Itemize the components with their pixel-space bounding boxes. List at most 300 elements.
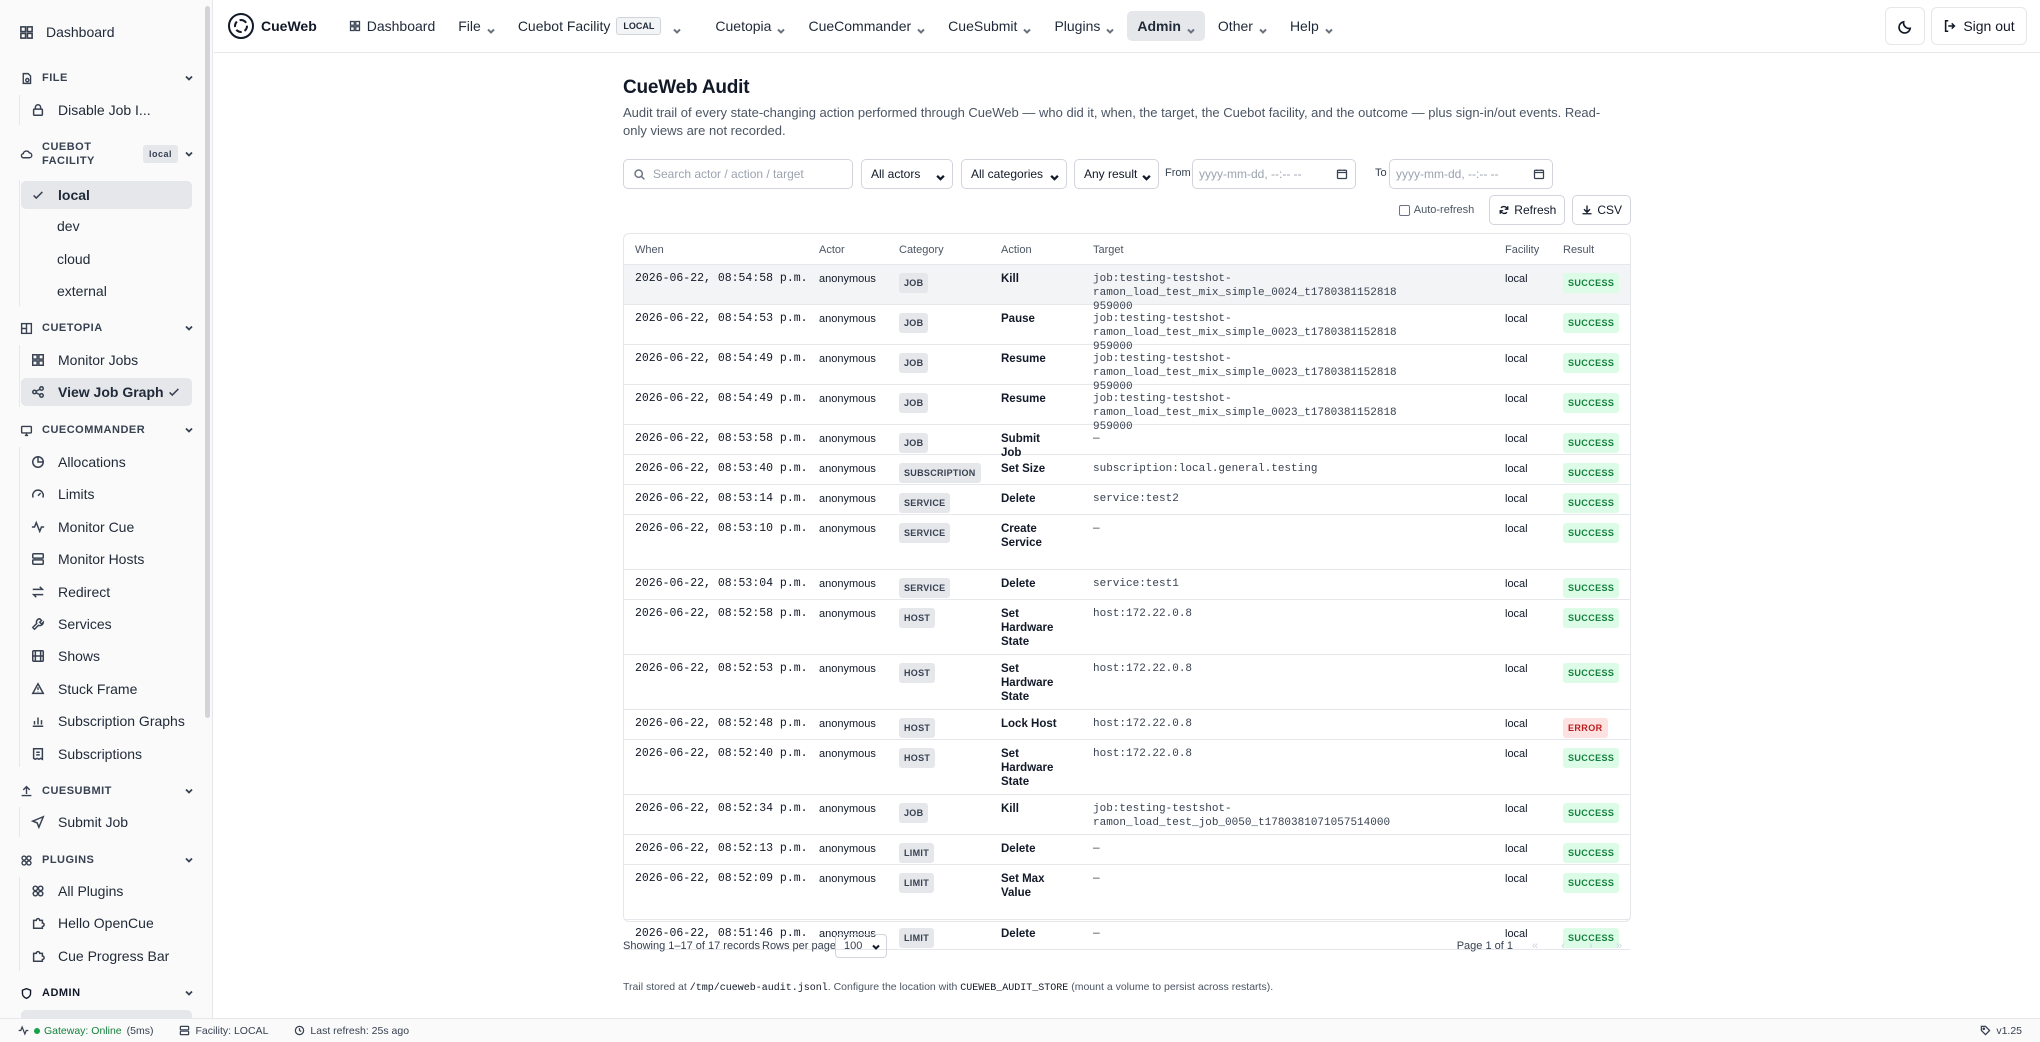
cell-target: — <box>1093 843 1100 855</box>
search-placeholder: Search actor / action / target <box>653 167 804 181</box>
cell-facility: local <box>1505 663 1528 675</box>
log-out-icon <box>1943 19 1957 33</box>
nav-cuetopia[interactable] <box>705 11 795 41</box>
chevron-down-icon <box>184 73 194 83</box>
rows-per-page-label: Rows per page <box>762 940 836 952</box>
cell-category-badge: JOB <box>899 433 928 453</box>
sidebar-item-stuck-frame[interactable] <box>21 675 192 703</box>
column-header-action[interactable]: Action <box>1001 244 1032 256</box>
page-title: CueWeb Audit <box>623 77 750 98</box>
sidebar <box>0 0 213 1018</box>
divider <box>19 345 20 407</box>
cell-target: service:test1 <box>1093 578 1179 590</box>
version-status <box>1980 1025 2022 1037</box>
cell-action: Kill <box>1001 803 1019 815</box>
sidebar-section-cuecommander[interactable] <box>18 422 194 438</box>
actor-select[interactable] <box>861 159 953 189</box>
server-icon <box>179 1025 190 1036</box>
category-select[interactable] <box>961 159 1067 189</box>
cell-result-badge: ERROR <box>1563 718 1608 738</box>
warning-icon <box>30 681 46 697</box>
sidebar-item-label: Monitor Hosts <box>58 551 145 567</box>
cell-when: 2026-06-22, 08:54:49 p.m. <box>635 392 808 405</box>
chevron-down-icon <box>1142 171 1151 185</box>
refresh-button[interactable] <box>1489 195 1565 225</box>
cell-target: — <box>1093 433 1100 445</box>
audit-table <box>623 233 1631 943</box>
sidebar-item-hello-opencue[interactable] <box>21 909 192 937</box>
divider <box>19 447 20 767</box>
table-row[interactable] <box>624 570 1630 600</box>
facility-option-external[interactable] <box>21 277 192 305</box>
cell-result <box>1563 523 1619 543</box>
cell-category-badge: SERVICE <box>899 493 950 513</box>
table-row[interactable] <box>624 485 1630 515</box>
cell-result <box>1563 718 1608 738</box>
pie-chart-icon <box>30 454 46 470</box>
nav-admin[interactable] <box>1127 11 1205 41</box>
cell-result <box>1563 493 1619 513</box>
facility-option-dev[interactable] <box>21 212 192 240</box>
chevron-down-icon <box>872 942 880 954</box>
cell-result <box>1563 393 1619 413</box>
cell-result <box>1563 803 1619 823</box>
sidebar-scrollbar[interactable] <box>205 6 210 718</box>
cell-when: 2026-06-22, 08:52:48 p.m. <box>635 717 808 730</box>
table-row[interactable] <box>624 425 1630 459</box>
cell-category-badge: LIMIT <box>899 843 934 863</box>
column-header-when[interactable]: When <box>635 244 664 256</box>
cell-result-badge: SUCCESS <box>1563 433 1619 453</box>
section-label: ADMIN <box>42 987 81 999</box>
sidebar-item-label: Submit Job <box>58 814 129 830</box>
chevron-down-icon <box>184 323 194 333</box>
sidebar-item-label: Monitor Cue <box>58 519 135 535</box>
table-row[interactable] <box>624 740 1630 795</box>
chevron-down-icon <box>184 786 194 796</box>
nav-other[interactable] <box>1208 11 1277 41</box>
layout-icon <box>18 320 34 336</box>
wrench-icon <box>30 616 46 632</box>
cell-category <box>899 843 934 863</box>
top-navbar <box>214 0 2040 53</box>
date-placeholder: yyyy-mm-dd, --:-- -- <box>1396 167 1499 181</box>
last-refresh-status <box>294 1025 409 1037</box>
sidebar-item-label: Redirect <box>58 584 111 600</box>
cell-when: 2026-06-22, 08:52:09 p.m. <box>635 872 808 885</box>
cell-category-badge: HOST <box>899 748 935 768</box>
table-row[interactable] <box>624 455 1630 485</box>
cell-facility: local <box>1505 433 1528 445</box>
cell-target: host:172.22.0.8 <box>1093 663 1193 675</box>
bar-chart-icon <box>30 713 46 729</box>
sidebar-item-subscription-graphs[interactable] <box>21 707 192 735</box>
cell-action: Set Size <box>1001 463 1046 475</box>
facility-option-cloud[interactable] <box>21 245 192 273</box>
monitor-icon <box>18 422 34 438</box>
cell-category <box>899 608 935 628</box>
facility-badge: LOCAL <box>616 17 661 35</box>
cell-facility: local <box>1505 493 1528 505</box>
search-input[interactable] <box>623 159 853 189</box>
select-value: 100 <box>844 940 863 952</box>
cell-facility: local <box>1505 523 1528 535</box>
cell-result-badge: SUCCESS <box>1563 463 1619 483</box>
rows-per-page-select[interactable] <box>835 934 887 958</box>
cell-facility: local <box>1505 748 1528 760</box>
table-row[interactable] <box>624 515 1630 570</box>
app-name: CueWeb <box>261 18 317 34</box>
sidebar-section-cuesubmit[interactable] <box>18 783 194 799</box>
cell-result <box>1563 748 1619 768</box>
cloud-icon <box>18 146 34 162</box>
sidebar-section-cuetopia[interactable] <box>18 320 194 336</box>
sidebar-item-label: Allocations <box>58 454 126 470</box>
sidebar-item-all-plugins[interactable] <box>21 877 192 905</box>
gateway-status <box>18 1025 153 1037</box>
from-date-input[interactable] <box>1192 159 1356 189</box>
cell-result-badge: SUCCESS <box>1563 353 1619 373</box>
cell-result-badge: SUCCESS <box>1563 523 1619 543</box>
share-icon <box>30 384 46 400</box>
cell-category-badge: JOB <box>899 353 928 373</box>
cell-when: 2026-06-22, 08:52:40 p.m. <box>635 747 808 760</box>
cell-target: — <box>1093 928 1100 940</box>
last-page-icon[interactable]: » <box>1615 940 1623 952</box>
to-date-input[interactable] <box>1389 159 1553 189</box>
table-row[interactable] <box>624 600 1630 655</box>
table-row[interactable] <box>624 655 1630 710</box>
clock-icon <box>294 1025 305 1036</box>
cell-actor: anonymous <box>819 273 876 285</box>
cell-action: Set Hardware State <box>1001 608 1054 648</box>
table-row[interactable] <box>624 710 1630 740</box>
sidebar-item-label: Limits <box>58 486 95 502</box>
brand-logo[interactable] <box>228 13 317 39</box>
nav-label: CueCommander <box>808 18 912 34</box>
facility-label: Facility: LOCAL <box>195 1024 269 1037</box>
note-path: /tmp/cueweb-audit.jsonl <box>689 983 828 994</box>
cell-category <box>899 748 935 768</box>
result-select[interactable] <box>1074 159 1159 189</box>
cell-when: 2026-06-22, 08:53:14 p.m. <box>635 492 808 505</box>
chevron-down-icon <box>1325 22 1333 30</box>
sidebar-item-monitor-jobs[interactable] <box>21 346 192 374</box>
cell-facility: local <box>1505 273 1528 285</box>
chevron-down-icon <box>917 22 925 30</box>
calendar-icon[interactable] <box>1533 168 1545 183</box>
csv-label: CSV <box>1597 203 1622 217</box>
sidebar-item-services[interactable] <box>21 610 192 638</box>
cell-result-badge: SUCCESS <box>1563 313 1619 333</box>
filter-bar <box>623 159 1631 189</box>
cell-facility: local <box>1505 578 1528 590</box>
divider <box>19 95 20 125</box>
cell-action: Resume <box>1001 353 1046 365</box>
check-icon <box>30 187 46 203</box>
arrows-icon <box>30 584 46 600</box>
gauge-icon <box>30 486 46 502</box>
cell-result-badge: SUCCESS <box>1563 608 1619 628</box>
sign-out-button[interactable] <box>1931 7 2027 45</box>
nav-cuebot-facility[interactable] <box>508 11 692 41</box>
sidebar-item-disable-job[interactable] <box>21 96 192 124</box>
section-label: CUEBOT FACILITY <box>42 141 95 167</box>
cell-result <box>1563 353 1619 373</box>
cell-result-badge: SUCCESS <box>1563 493 1619 513</box>
cell-category-badge: HOST <box>899 608 935 628</box>
sidebar-item-label: All Plugins <box>58 883 124 899</box>
table-row[interactable] <box>624 345 1630 393</box>
cell-category-badge: HOST <box>899 663 935 683</box>
nav-cuecommander[interactable] <box>798 11 935 41</box>
facility-badge: local <box>143 145 178 163</box>
cell-category <box>899 873 934 893</box>
sidebar-item-label: dev <box>57 218 80 234</box>
cell-result-badge: SUCCESS <box>1563 928 1619 948</box>
cell-actor: anonymous <box>819 393 876 405</box>
cell-when: 2026-06-22, 08:52:53 p.m. <box>635 662 808 675</box>
chevron-down-icon <box>777 22 785 30</box>
sidebar-item-label: View Job Graph <box>58 384 164 400</box>
cell-result-badge: SUCCESS <box>1563 803 1619 823</box>
sidebar-item-label: cloud <box>57 251 91 267</box>
divider <box>19 877 20 971</box>
table-row[interactable] <box>624 865 1630 920</box>
cell-facility: local <box>1505 873 1528 885</box>
cell-actor: anonymous <box>819 578 876 590</box>
cell-action: Lock Host <box>1001 718 1057 730</box>
column-header-facility[interactable]: Facility <box>1505 244 1540 256</box>
sidebar-item-limits[interactable] <box>21 480 192 508</box>
sidebar-item-label: Services <box>58 616 112 632</box>
sidebar-item-cue-progress-bar[interactable] <box>21 942 192 970</box>
divider <box>19 180 20 306</box>
column-header-category[interactable]: Category <box>899 244 944 256</box>
status-bar <box>0 1018 2040 1042</box>
cell-result <box>1563 663 1619 683</box>
page-description: Audit trail of every state-changing action performed through CueWeb — who did it, when, the target, the Cuebot facility, and the outcome — plus sign-in/out events. Read-only views are not recorded. <box>623 105 1601 138</box>
moon-icon <box>1898 19 1913 34</box>
table-row[interactable] <box>624 305 1630 353</box>
sidebar-item-redirect[interactable] <box>21 578 192 606</box>
cell-target: host:172.22.0.8 <box>1093 608 1193 620</box>
sidebar-item-label: external <box>57 283 107 299</box>
nav-plugins[interactable] <box>1044 11 1124 41</box>
cell-facility: local <box>1505 313 1528 325</box>
gateway-label: Gateway: Online <box>44 1024 122 1037</box>
cell-target: host:172.22.0.8 <box>1093 748 1193 760</box>
table-row[interactable] <box>624 385 1630 433</box>
next-page-icon[interactable]: › <box>1589 940 1593 952</box>
activity-icon <box>18 1025 29 1036</box>
cell-result-badge: SUCCESS <box>1563 578 1619 598</box>
cell-action: Set Hardware State <box>1001 663 1054 703</box>
auto-refresh-checkbox[interactable] <box>1399 205 1410 216</box>
cell-result <box>1563 608 1619 628</box>
select-value: All categories <box>971 167 1044 181</box>
facility-status <box>179 1025 268 1037</box>
cell-category <box>899 433 928 453</box>
select-value: All actors <box>871 167 921 181</box>
column-header-target[interactable]: Target <box>1093 244 1124 256</box>
column-header-actor[interactable]: Actor <box>819 244 845 256</box>
section-label: PLUGINS <box>42 854 95 866</box>
sidebar-section-cuebot-facility[interactable] <box>18 140 194 168</box>
sidebar-item-shows[interactable] <box>21 642 192 670</box>
sidebar-section-admin[interactable] <box>18 985 194 1001</box>
cell-action: Delete <box>1001 578 1036 590</box>
nav-label: Plugins <box>1054 18 1101 34</box>
section-label: FILE <box>42 72 68 84</box>
nav-help[interactable] <box>1280 11 1343 41</box>
gateway-latency: (5ms) <box>126 1024 154 1037</box>
puzzle-icon <box>30 883 46 899</box>
cell-category-badge: HOST <box>899 718 935 738</box>
cell-actor: anonymous <box>819 608 876 620</box>
cell-category <box>899 578 950 598</box>
nav-file[interactable] <box>448 11 505 41</box>
cell-when: 2026-06-22, 08:54:58 p.m. <box>635 272 808 285</box>
cell-result-badge: SUCCESS <box>1563 393 1619 413</box>
cell-category <box>899 523 950 543</box>
sidebar-item-dashboard[interactable] <box>18 18 194 46</box>
nav-dashboard[interactable] <box>339 11 446 41</box>
sidebar-item-allocations[interactable] <box>21 448 192 476</box>
lock-icon <box>30 102 46 118</box>
cell-category <box>899 663 935 683</box>
puzzle-icon <box>18 852 34 868</box>
cell-category <box>899 273 928 293</box>
cell-category-badge: SERVICE <box>899 578 950 598</box>
page-info: Page 1 of 1 <box>1456 940 1513 952</box>
sidebar-item-subscriptions[interactable] <box>21 740 192 768</box>
cell-when: 2026-06-22, 08:54:49 p.m. <box>635 352 808 365</box>
cell-result-badge: SUCCESS <box>1563 873 1619 893</box>
cell-actor: anonymous <box>819 353 876 365</box>
cell-result <box>1563 433 1619 453</box>
cell-category <box>899 353 928 373</box>
cell-target: service:test2 <box>1093 493 1179 505</box>
table-row[interactable] <box>624 265 1630 313</box>
cell-when: 2026-06-22, 08:52:13 p.m. <box>635 842 808 855</box>
cell-action: Delete <box>1001 493 1036 505</box>
table-row[interactable] <box>624 795 1630 835</box>
section-label: CUETOPIA <box>42 322 103 334</box>
cell-facility: local <box>1505 608 1528 620</box>
sidebar-item-label: Monitor Jobs <box>58 352 139 368</box>
refresh-icon <box>1498 204 1510 216</box>
sidebar-section-plugins[interactable] <box>18 852 194 868</box>
cell-when: 2026-06-22, 08:51:46 p.m. <box>635 927 808 940</box>
cell-target: — <box>1093 523 1100 535</box>
cell-facility: local <box>1505 393 1528 405</box>
grid-icon <box>18 24 34 40</box>
table-row[interactable] <box>624 835 1630 865</box>
cell-target: job:testing-testshot- ramon_load_test_mix_simple_0023_t1780381152818959000 <box>1093 313 1397 353</box>
csv-export-button[interactable] <box>1572 195 1631 225</box>
cell-result-badge: SUCCESS <box>1563 273 1619 293</box>
cell-when: 2026-06-22, 08:53:04 p.m. <box>635 577 808 590</box>
cell-target: host:172.22.0.8 <box>1093 718 1193 730</box>
cell-category <box>899 803 928 823</box>
activity-icon <box>30 519 46 535</box>
nav-cuesubmit[interactable] <box>938 11 1041 41</box>
chevron-down-icon <box>1023 22 1031 30</box>
table-header <box>624 234 1630 265</box>
chevron-down-icon <box>184 149 194 159</box>
cell-facility: local <box>1505 928 1528 940</box>
cell-category <box>899 493 950 513</box>
theme-toggle-button[interactable] <box>1885 7 1925 45</box>
facility-option-local[interactable] <box>21 181 192 209</box>
upload-icon <box>18 783 34 799</box>
note-text: . Configure the location with <box>827 981 958 993</box>
prev-page-icon[interactable]: ‹ <box>1561 940 1565 952</box>
cell-target: job:testing-testshot- ramon_load_test_job_0050_t1780381071057514000 <box>1093 803 1391 829</box>
sidebar-item-submit-job[interactable] <box>21 808 192 836</box>
send-icon <box>30 814 46 830</box>
to-label: To <box>1375 167 1387 179</box>
sidebar-item-monitor-cue[interactable] <box>21 513 192 541</box>
cell-category-badge: LIMIT <box>899 928 934 948</box>
sidebar-item-label: Subscriptions <box>58 746 143 762</box>
cell-target: — <box>1093 873 1100 885</box>
date-placeholder: yyyy-mm-dd, --:-- -- <box>1199 167 1302 181</box>
cell-actor: anonymous <box>819 748 876 760</box>
calendar-icon[interactable] <box>1336 168 1348 183</box>
cell-target: subscription:local.general.testing <box>1093 463 1318 475</box>
sidebar-item-monitor-hosts[interactable] <box>21 545 192 573</box>
nav-label: Dashboard <box>366 18 436 34</box>
cell-result <box>1563 313 1619 333</box>
records-count: Showing 1–17 of 17 records <box>623 940 760 952</box>
cell-category <box>899 313 928 333</box>
nav-label: CueSubmit <box>948 18 1018 34</box>
divider <box>19 807 20 837</box>
nav-label: Help <box>1289 18 1319 34</box>
table-actions <box>1399 195 1631 225</box>
cell-actor: anonymous <box>819 928 876 940</box>
cell-category-badge: SUBSCRIPTION <box>899 463 981 483</box>
column-header-result[interactable]: Result <box>1563 244 1595 256</box>
cell-when: 2026-06-22, 08:53:10 p.m. <box>635 522 808 535</box>
shield-icon <box>18 985 34 1001</box>
first-page-icon[interactable]: « <box>1531 940 1539 952</box>
cell-result-badge: SUCCESS <box>1563 663 1619 683</box>
chevron-down-icon <box>184 425 194 435</box>
nav-label: Cuetopia <box>715 18 772 34</box>
cell-action: Delete <box>1001 843 1036 855</box>
tag-icon <box>1980 1025 1991 1036</box>
note-text: (mount a volume to persist across restarts). <box>1071 981 1274 993</box>
cell-when: 2026-06-22, 08:54:53 p.m. <box>635 312 808 325</box>
download-icon <box>1581 204 1593 216</box>
sidebar-section-file[interactable] <box>18 70 194 86</box>
chevron-down-icon <box>936 171 945 185</box>
cell-facility: local <box>1505 353 1528 365</box>
file-cog-icon <box>18 70 34 86</box>
cell-action: Kill <box>1001 273 1019 285</box>
cell-category-badge: SERVICE <box>899 523 950 543</box>
cell-action: Resume <box>1001 393 1046 405</box>
cell-category <box>899 718 935 738</box>
grid-icon <box>30 352 46 368</box>
sign-out-label: Sign out <box>1963 18 2015 34</box>
sidebar-item-view-job-graph[interactable] <box>21 378 192 406</box>
auto-refresh-toggle[interactable] <box>1399 204 1475 216</box>
online-dot <box>34 1028 40 1034</box>
